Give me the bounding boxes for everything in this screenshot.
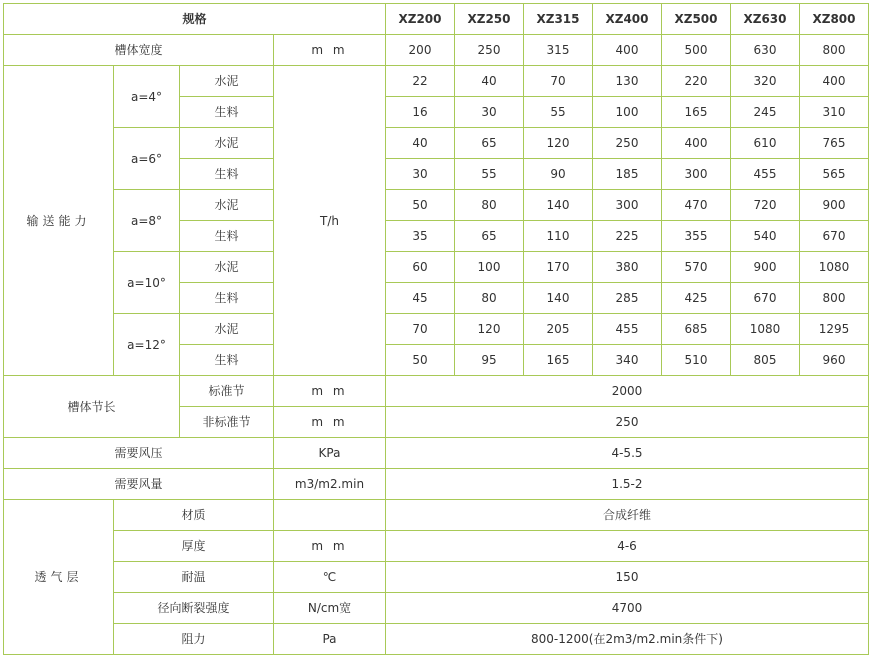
section-length-label: 槽体节长 — [4, 376, 180, 438]
value-cell: 630 — [731, 35, 800, 66]
value-cell: 1080 — [800, 252, 869, 283]
value-cell: 200 — [386, 35, 455, 66]
capacity-row — [4, 314, 869, 345]
breathable-layer-label: 透气层 — [4, 500, 114, 655]
value-cell: 960 — [800, 345, 869, 376]
value-cell: 40 — [455, 66, 524, 97]
value-cell: 245 — [731, 97, 800, 128]
value-cell: 800 — [800, 35, 869, 66]
spec-table — [3, 3, 869, 655]
breathable-layer-row — [4, 531, 869, 562]
value-cell: 30 — [386, 159, 455, 190]
value-cell: 70 — [386, 314, 455, 345]
value-cell: 140 — [524, 283, 593, 314]
value-cell: 805 — [731, 345, 800, 376]
value-cell: 455 — [731, 159, 800, 190]
value-cell: 110 — [524, 221, 593, 252]
material-label: 生料 — [180, 345, 274, 376]
angle-label: a=8° — [114, 190, 180, 252]
air-volume-value: 1.5-2 — [386, 469, 869, 500]
value-cell: 285 — [593, 283, 662, 314]
value-cell: 400 — [662, 128, 731, 159]
capacity-label: 输送能力 — [4, 66, 114, 376]
value-cell: 130 — [593, 66, 662, 97]
value-cell: 610 — [731, 128, 800, 159]
value-cell: 70 — [524, 66, 593, 97]
breathable-layer-row — [4, 624, 869, 655]
value-cell: 100 — [593, 97, 662, 128]
value-cell: 55 — [455, 159, 524, 190]
value-cell: 315 — [524, 35, 593, 66]
material-label: 水泥 — [180, 66, 274, 97]
section-length-name: 非标准节 — [180, 407, 274, 438]
value-cell: 380 — [593, 252, 662, 283]
breathable-layer-row — [4, 500, 869, 531]
value-cell: 720 — [731, 190, 800, 221]
value-cell: 300 — [662, 159, 731, 190]
air-volume-label: 需要风量 — [4, 469, 274, 500]
material-label: 生料 — [180, 221, 274, 252]
breathable-layer-unit: N/cm宽 — [274, 593, 386, 624]
value-cell: 670 — [800, 221, 869, 252]
value-cell: 40 — [386, 128, 455, 159]
value-cell: 455 — [593, 314, 662, 345]
value-cell: 55 — [524, 97, 593, 128]
value-cell: 400 — [593, 35, 662, 66]
value-cell: 250 — [455, 35, 524, 66]
header-row — [4, 4, 869, 35]
material-label: 生料 — [180, 283, 274, 314]
value-cell: 400 — [800, 66, 869, 97]
value-cell: 565 — [800, 159, 869, 190]
table-body — [4, 4, 869, 655]
value-cell: 140 — [524, 190, 593, 221]
model-header-cell: XZ800 — [800, 4, 869, 35]
value-cell: 250 — [593, 128, 662, 159]
breathable-layer-name: 材质 — [114, 500, 274, 531]
angle-label: a=10° — [114, 252, 180, 314]
material-label: 生料 — [180, 97, 274, 128]
trough-width-row — [4, 35, 869, 66]
material-label: 水泥 — [180, 314, 274, 345]
value-cell: 340 — [593, 345, 662, 376]
value-cell: 220 — [662, 66, 731, 97]
value-cell: 120 — [524, 128, 593, 159]
value-cell: 470 — [662, 190, 731, 221]
breathable-layer-value: 4-6 — [386, 531, 869, 562]
value-cell: 185 — [593, 159, 662, 190]
value-cell: 355 — [662, 221, 731, 252]
value-cell: 90 — [524, 159, 593, 190]
section-length-unit: m m — [274, 376, 386, 407]
value-cell: 45 — [386, 283, 455, 314]
value-cell: 100 — [455, 252, 524, 283]
value-cell: 900 — [731, 252, 800, 283]
air-volume-unit: m3/m2.min — [274, 469, 386, 500]
air-volume-row — [4, 469, 869, 500]
breathable-layer-row — [4, 593, 869, 624]
value-cell: 80 — [455, 190, 524, 221]
value-cell: 1080 — [731, 314, 800, 345]
spec-header-cell: 规格 — [4, 4, 386, 35]
value-cell: 65 — [455, 221, 524, 252]
air-pressure-row — [4, 438, 869, 469]
breathable-layer-name: 阻力 — [114, 624, 274, 655]
air-pressure-label: 需要风压 — [4, 438, 274, 469]
capacity-row — [4, 252, 869, 283]
value-cell: 80 — [455, 283, 524, 314]
value-cell: 225 — [593, 221, 662, 252]
value-cell: 120 — [455, 314, 524, 345]
material-label: 生料 — [180, 159, 274, 190]
angle-label: a=4° — [114, 66, 180, 128]
breathable-layer-row — [4, 562, 869, 593]
value-cell: 670 — [731, 283, 800, 314]
value-cell: 30 — [455, 97, 524, 128]
section-length-name: 标准节 — [180, 376, 274, 407]
value-cell: 685 — [662, 314, 731, 345]
material-label: 水泥 — [180, 252, 274, 283]
angle-label: a=12° — [114, 314, 180, 376]
value-cell: 165 — [524, 345, 593, 376]
value-cell: 510 — [662, 345, 731, 376]
breathable-layer-name: 耐温 — [114, 562, 274, 593]
value-cell: 310 — [800, 97, 869, 128]
capacity-row — [4, 128, 869, 159]
capacity-row — [4, 190, 869, 221]
value-cell: 300 — [593, 190, 662, 221]
air-pressure-value: 4-5.5 — [386, 438, 869, 469]
value-cell: 425 — [662, 283, 731, 314]
breathable-layer-name: 径向断裂强度 — [114, 593, 274, 624]
model-header-cell: XZ500 — [662, 4, 731, 35]
value-cell: 800 — [800, 283, 869, 314]
trough-width-unit: m m — [274, 35, 386, 66]
material-label: 水泥 — [180, 190, 274, 221]
breathable-layer-unit: m m — [274, 531, 386, 562]
angle-label: a=6° — [114, 128, 180, 190]
value-cell: 50 — [386, 190, 455, 221]
section-length-value: 2000 — [386, 376, 869, 407]
section-length-row — [4, 376, 869, 407]
value-cell: 65 — [455, 128, 524, 159]
breathable-layer-value: 150 — [386, 562, 869, 593]
breathable-layer-value: 合成纤维 — [386, 500, 869, 531]
value-cell: 22 — [386, 66, 455, 97]
model-header-cell: XZ630 — [731, 4, 800, 35]
value-cell: 35 — [386, 221, 455, 252]
value-cell: 900 — [800, 190, 869, 221]
model-header-cell: XZ250 — [455, 4, 524, 35]
value-cell: 765 — [800, 128, 869, 159]
capacity-row — [4, 66, 869, 97]
breathable-layer-name: 厚度 — [114, 531, 274, 562]
breathable-layer-unit: ℃ — [274, 562, 386, 593]
model-header-cell: XZ400 — [593, 4, 662, 35]
breathable-layer-value: 800-1200(在2m3/m2.min条件下) — [386, 624, 869, 655]
model-header-cell: XZ200 — [386, 4, 455, 35]
capacity-unit: T/h — [274, 66, 386, 376]
value-cell: 540 — [731, 221, 800, 252]
breathable-layer-unit — [274, 500, 386, 531]
value-cell: 165 — [662, 97, 731, 128]
value-cell: 95 — [455, 345, 524, 376]
value-cell: 500 — [662, 35, 731, 66]
section-length-unit: m m — [274, 407, 386, 438]
value-cell: 205 — [524, 314, 593, 345]
trough-width-label: 槽体宽度 — [4, 35, 274, 66]
value-cell: 320 — [731, 66, 800, 97]
value-cell: 1295 — [800, 314, 869, 345]
air-pressure-unit: KPa — [274, 438, 386, 469]
breathable-layer-value: 4700 — [386, 593, 869, 624]
value-cell: 60 — [386, 252, 455, 283]
section-length-value: 250 — [386, 407, 869, 438]
value-cell: 16 — [386, 97, 455, 128]
value-cell: 170 — [524, 252, 593, 283]
model-header-cell: XZ315 — [524, 4, 593, 35]
material-label: 水泥 — [180, 128, 274, 159]
breathable-layer-unit: Pa — [274, 624, 386, 655]
value-cell: 570 — [662, 252, 731, 283]
value-cell: 50 — [386, 345, 455, 376]
